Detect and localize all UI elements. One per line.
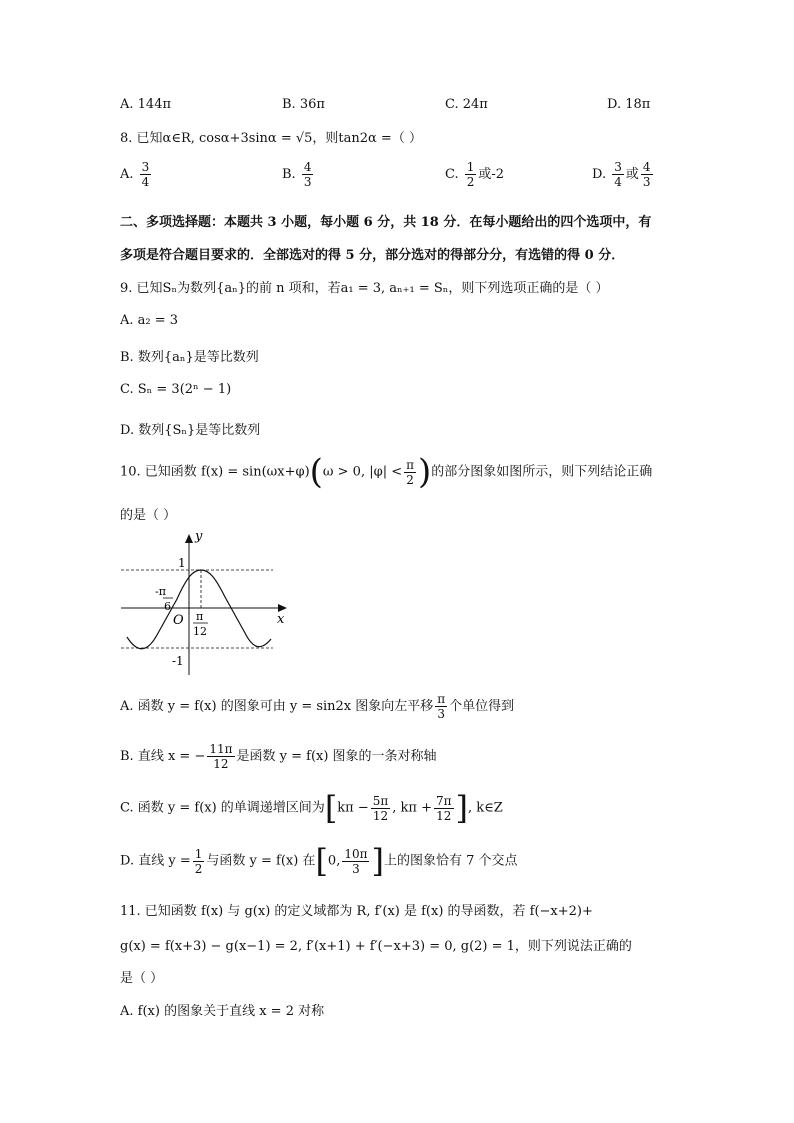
- q8-option-b: B. $\frac{4}{3}$: [282, 160, 312, 189]
- sine-graph: [115, 527, 295, 677]
- max-label: 1: [178, 556, 186, 570]
- q11-stem-line2: g(x) = f(x+3) − g(x−1) = 2, f′(x+1) + f′(−x+3) = 0, g(2) = 1，则下列说法正确的: [120, 939, 632, 954]
- q9-option-d: D. 数列{Sₙ}是等比数列: [120, 423, 261, 438]
- pi-label: π: [196, 610, 204, 623]
- q7-option-a: A. 144π: [120, 97, 172, 112]
- q10-option-a: A. 函数 y = f(x) 的图象可由 y = sin2x 图象向左平移 $\frac{\pi}{3}$ 个单位得到: [120, 692, 515, 721]
- q11-option-a: A. f(x) 的图象关于直线 x = 2 对称: [120, 1004, 325, 1019]
- q9-option-c: C. Sₙ = 3(2ⁿ − 1): [120, 382, 232, 397]
- y-axis-arrow: [185, 534, 193, 543]
- neg-six-label: 6: [164, 600, 171, 613]
- q9-stem: 9. 已知Sₙ为数列{aₙ}的前 n 项和，若a₁ = 3, aₙ₊₁ = Sₙ，则下列选项正确的是（ ）: [120, 281, 609, 296]
- q7-option-c: C. 24π: [445, 97, 488, 112]
- min-label: -1: [172, 654, 184, 668]
- q10-stem: 10. 已知函数 f(x) = sin(ωx+φ)(ω > 0, |φ| < $\frac{\pi}{2}$ )的部分图象如图所示，则下列结论正确: [120, 452, 653, 492]
- q10-option-b: B. 直线 x = − $\frac{11\pi}{12}$ 是函数 y = f(x) 图象的一条对称轴: [120, 742, 437, 771]
- q11-stem-line3: 是（ ）: [120, 971, 164, 986]
- section2-line2: 多项是符合题目要求的．全部选对的得 5 分，部分选对的得部分分，有选错的得 0 分．: [120, 248, 625, 263]
- section2-line1: 二、多项选择题：本题共 3 小题，每小题 6 分，共 18 分．在每小题给出的四个选项中，有: [120, 215, 652, 230]
- q10-option-d: D. 直线 y = $\frac{1}{2}$ 与函数 y = f(x) 在[0, $\frac{10\pi}{3}$ ]上的图象恰有 7 个交点: [120, 842, 518, 880]
- q11-stem-line1: 11. 已知函数 f(x) 与 g(x) 的定义域都为 R, f′(x) 是 f(x) 的导函数，若 f(−x+2)+: [120, 904, 593, 919]
- neg-pi-label: -π: [155, 585, 166, 598]
- q7-option-b: B. 36π: [282, 97, 325, 112]
- origin-label: O: [173, 613, 184, 628]
- q10-stem-continued: 的是（ ）: [120, 508, 177, 523]
- q8-option-a: A. $\frac{3}{4}$: [120, 160, 150, 189]
- q8-stem: 8. 已知α∈R, cosα+3sinα = √5，则tan2α =（ ）: [120, 131, 422, 146]
- y-axis-label: y: [195, 529, 203, 544]
- q10-option-c: C. 函数 y = f(x) 的单调递增区间为[kπ − $\frac{5\pi}{12}$ , kπ + $\frac{7\pi}{12}$ ], k∈Z: [120, 789, 503, 827]
- q7-option-d: D. 18π: [607, 97, 651, 112]
- q9-option-b: B. 数列{aₙ}是等比数列: [120, 350, 259, 365]
- q9-option-a: A. a₂ = 3: [120, 313, 179, 328]
- twelve-label: 12: [193, 625, 207, 638]
- x-axis-label: x: [277, 612, 285, 627]
- x-axis-arrow: [278, 604, 287, 612]
- q8-option-c: C. $\frac{1}{2}$ 或-2: [445, 160, 505, 189]
- q8-option-d: D. $\frac{3}{4}$ 或 $\frac{4}{3}$: [592, 160, 651, 189]
